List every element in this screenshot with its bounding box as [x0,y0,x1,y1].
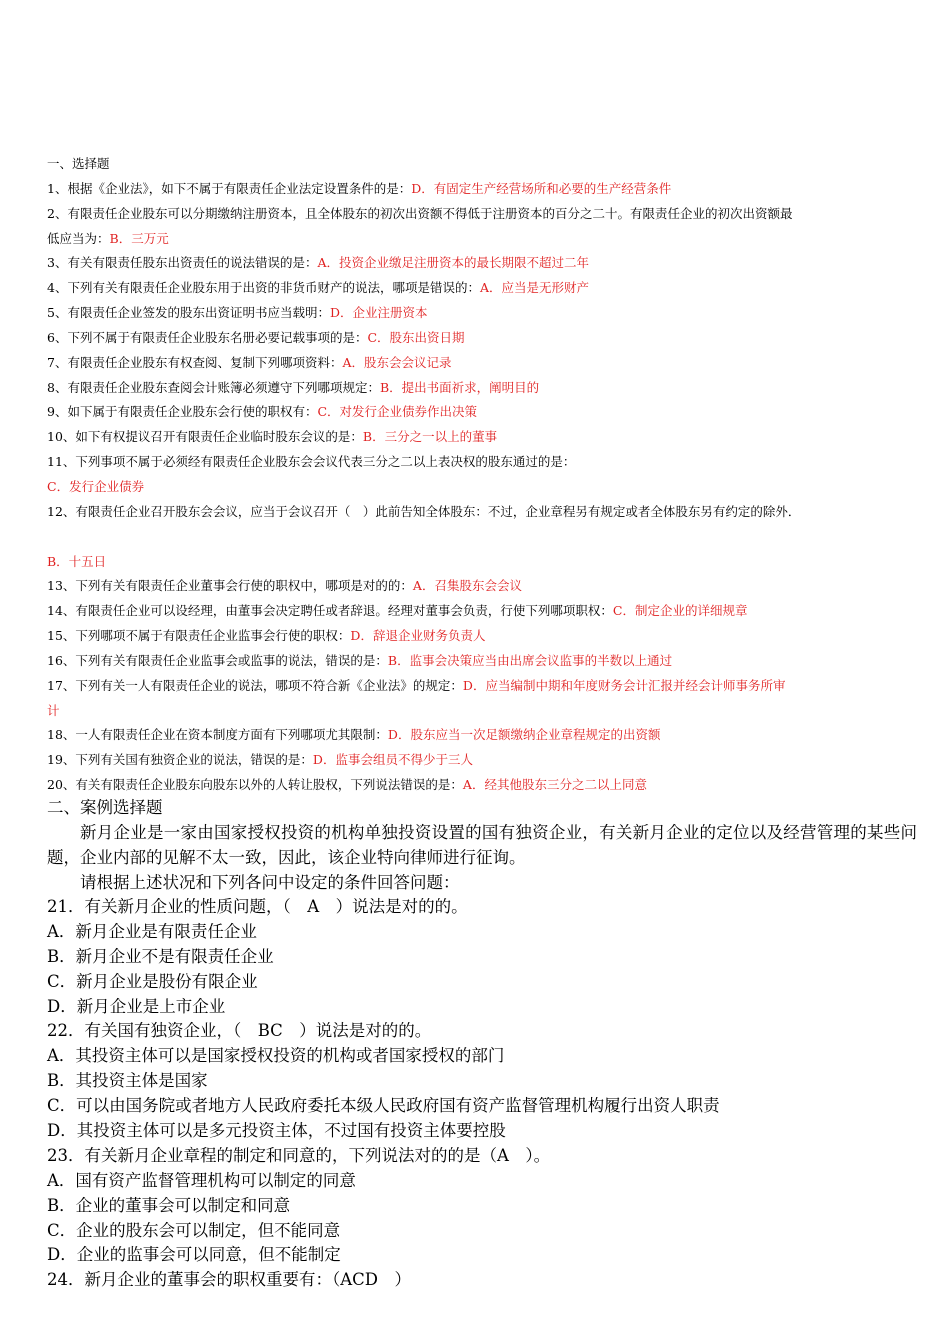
section-heading: 二、案例选择题 [47,798,163,817]
question-text: 20、有关有限责任企业股东向股东以外的人转让股权，下列说法错误的是： [47,777,463,793]
question-22: 22．有关国有独资企业，（ BC ）说法是对的的。 [47,1021,432,1041]
option-line: C．可以由国务院或者地方人民政府委托本级人民政府国有资产监督管理机构履行出资人职责 [47,1096,720,1116]
option-line: B．新月企业不是有限责任企业 [47,946,274,966]
question-19 [47,748,917,773]
case-instruction: 请根据上述状况和下列各问中设定的条件回答问题： [80,873,460,892]
option-line: B．企业的董事会可以制定和同意 [47,1195,291,1215]
answer-text: 计 [47,702,60,718]
answer-text: A．应当是无形财产 [479,280,589,296]
answer-text: D．有固定生产经营场所和必要的生产经营条件 [411,180,672,196]
question-text: 18、一人有限责任企业在资本制度方面有下列哪项尤其限制： [47,727,388,743]
question-11 [47,450,917,475]
answer-text: B．十五日 [47,553,107,569]
question-1 [47,177,917,202]
question-17 [47,674,917,699]
option-line: A．国有资产监督管理机构可以制定的同意 [47,1170,356,1190]
question-text: 15、下列哪项不属于有限责任企业监事会行使的职权： [47,628,351,644]
question-text: 6、下列不属于有限责任企业股东名册必要记载事项的是： [47,329,368,345]
question-2-continued [47,227,917,252]
question-8 [47,376,917,401]
answer-text: D．股东应当一次足额缴纳企业章程规定的出资额 [387,727,661,743]
question-11-answer [47,475,917,500]
question-text: 2、有限责任企业股东可以分期缴纳注册资本，且全体股东的初次出资额不得低于注册资本的百分之二十。有限责任企业的初次出资额最 [47,205,793,221]
answer-text: B．提出书面祈求，阐明目的 [379,379,540,395]
question-20 [47,773,917,798]
answer-text: A．投资企业缴足注册资本的最长期限不超过二年 [317,255,589,271]
option-line: D．其投资主体可以是多元投资主体，不过国有投资主体要控股 [47,1121,506,1141]
question-12 [47,500,917,525]
question-16 [47,649,917,674]
question-13 [47,574,917,599]
option-line: A．新月企业是有限责任企业 [47,921,257,941]
question-text: 10、如下有权提议召开有限责任企业临时股东会议的是： [47,429,363,445]
option-line: A．其投资主体可以是国家授权投资的机构或者国家授权的部门 [47,1046,505,1066]
question-text: 8、有限责任企业股东查阅会计账簿必须遵守下列哪项规定： [47,379,380,395]
question-10 [47,425,917,450]
question-14 [47,599,917,624]
question-12-answer [47,550,917,575]
question-text: 19、下列有关国有独资企业的说法，错误的是： [47,752,313,768]
option-line: B．其投资主体是国家 [47,1071,208,1091]
blank-line [47,525,917,550]
question-2 [47,202,917,227]
answer-text: C．制定企业的详细规章 [612,603,748,619]
answer-text: B．监事会决策应当由出席会议监事的半数以上通过 [387,652,673,668]
question-text: 9、如下属于有限责任企业股东会行使的职权有： [47,404,318,420]
answer-text: C．对发行企业债券作出决策 [317,404,478,420]
section-heading: 一、选择题 [47,156,110,171]
answer-text: B．三万元 [109,230,169,246]
question-text: 5、有限责任企业签发的股东出资证明书应当载明： [47,305,330,321]
question-text: 11、下列事项不属于必须经有限责任企业股东会会议代表三分之二以上表决权的股东通过的是： [47,454,576,470]
question-6 [47,326,917,351]
option-line: D．新月企业是上市企业 [47,996,226,1016]
question-15 [47,624,917,649]
question-text: 低应当为： [47,230,110,246]
answer-text: C．股东出资日期 [367,329,465,345]
question-21: 21．有关新月企业的性质问题，（ A ）说法是对的的。 [47,897,468,916]
section-choice-questions [47,152,917,798]
question-text: 12、有限责任企业召开股东会会议，应当于会议召开（ ）此前告知全体股东：不过，企业章程另有规定或者全体股东另有约定的除外． [47,503,801,519]
question-text: 13、下列有关有限责任企业董事会行使的职权中，哪项是对的的： [47,578,413,594]
answer-text: A．经其他股东三分之二以上同意 [462,777,647,793]
section-case-questions [47,796,917,1293]
question-5 [47,301,917,326]
question-text: 17、下列有关一人有限责任企业的说法，哪项不符合新《企业法》的规定： [47,677,463,693]
question-text: 4、下列有关有限责任企业股东用于出资的非货币财产的说法，哪项是错误的： [47,280,480,296]
question-18 [47,723,917,748]
answer-text: C．发行企业债券 [47,478,145,494]
answer-text: A．股东会会议记录 [342,354,452,370]
option-line: D．企业的监事会可以同意，但不能制定 [47,1245,341,1265]
answer-text: D．应当编制中期和年度财务会计汇报并经会计师事务所审 [462,677,786,693]
question-text: 3、有关有限责任股东出资责任的说法错误的是： [47,255,318,271]
question-text: 7、有限责任企业股东有权查阅、复制下列哪项资料： [47,354,343,370]
answer-text: D．辞退企业财务负责人 [350,628,486,644]
question-24: 24．新月企业的董事会的职权重要有：（ACD ） [47,1270,412,1290]
question-9 [47,400,917,425]
case-intro: 新月企业是一家由国家授权投资的机构单独投资设置的国有独资企业，有关新月企业的定位以及经营管理的某些问题，企业内部的见解不太一致，因此，该企业特向律师进行征询。 [47,823,917,867]
answer-text: D．监事会组员不得少于三人 [312,752,473,768]
option-line: C．新月企业是股份有限企业 [47,971,258,991]
question-text: 1、根据《企业法》，如下不属于有限责任企业法定设置条件的是： [47,180,412,196]
question-17-continued [47,699,917,724]
question-3 [47,251,917,276]
question-7 [47,351,917,376]
question-text: 14、有限责任企业可以设经理，由董事会决定聘任或者辞退。经理对董事会负责，行使下列哪项职权： [47,603,613,619]
answer-text: B．三分之一以上的董事 [362,429,498,445]
question-23: 23．有关新月企业章程的制定和同意的，下列说法对的的是（A ）。 [47,1145,551,1165]
question-4 [47,276,917,301]
answer-text: A．召集股东会会议 [412,578,522,594]
answer-text: D．企业注册资本 [329,305,428,321]
option-line: C．企业的股东会可以制定，但不能同意 [47,1220,341,1240]
question-text: 16、下列有关有限责任企业监事会或监事的说法，错误的是： [47,652,388,668]
